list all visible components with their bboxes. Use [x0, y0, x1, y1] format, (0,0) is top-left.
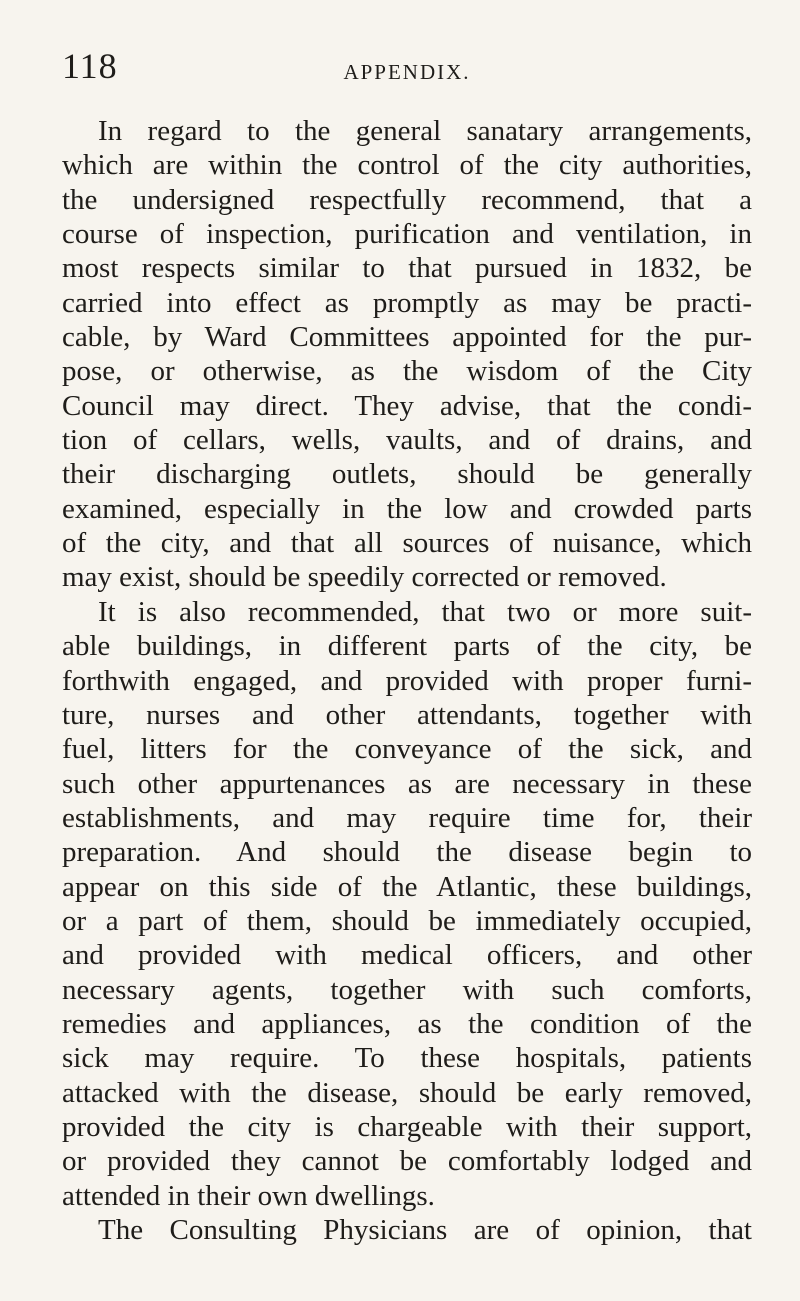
text-line: The Consulting Physicians are of opinion, that: [98, 1214, 752, 1246]
text-line: attacked with the disease, should be early removed,: [62, 1076, 752, 1109]
text-line: In regard to the general sanatary arrangements,: [98, 115, 752, 147]
text-line: may exist, should be speedily corrected or removed.: [62, 561, 667, 594]
text-line: of the city, and that all sources of nuisance, which: [62, 527, 752, 560]
running-head: APPENDIX.: [343, 60, 471, 84]
text-line: such other appurtenances as are necessary in these: [62, 767, 752, 800]
text-line: fuel, litters for the conveyance of the sick, and: [62, 733, 752, 766]
text-line: or provided they cannot be comfortably lodged and: [62, 1145, 752, 1178]
text-line: carried into effect as promptly as may be practi-: [62, 286, 752, 319]
text-line: or a part of them, should be immediately occupied,: [62, 904, 752, 937]
text-line: course of inspection, purification and ventilation, in: [62, 218, 752, 251]
text-line: establishments, and may require time for, their: [62, 801, 752, 834]
text-line: most respects similar to that pursued in 1832, be: [62, 252, 752, 285]
text-line: provided the city is chargeable with their support,: [62, 1110, 752, 1143]
text-line: Council may direct. They advise, that the condi-: [62, 389, 752, 422]
text-line: forthwith engaged, and provided with proper furni-: [62, 664, 752, 697]
text-line: sick may require. To these hospitals, patients: [62, 1042, 752, 1075]
text-line: the undersigned respectfully recommend, that a: [62, 183, 752, 216]
text-line: which are within the control of the city authorities,: [62, 149, 752, 182]
text-line: able buildings, in different parts of the city, be: [62, 630, 752, 663]
text-line: ture, nurses and other attendants, together with: [62, 698, 752, 731]
text-line: pose, or otherwise, as the wisdom of the City: [62, 355, 752, 388]
text-line: It is also recommended, that two or more suit-: [98, 595, 752, 628]
text-line: necessary agents, together with such comforts,: [62, 973, 752, 1006]
text-line: and provided with medical officers, and other: [62, 939, 752, 972]
page-number: 118: [62, 46, 118, 86]
text-line: cable, by Ward Committees appointed for the pur-: [62, 321, 752, 354]
text-line: appear on this side of the Atlantic, these buildings,: [62, 870, 752, 903]
text-line: attended in their own dwellings.: [62, 1179, 435, 1212]
text-line: examined, especially in the low and crowded parts: [62, 492, 752, 525]
text-line: remedies and appliances, as the condition of the: [62, 1007, 752, 1040]
text-line: preparation. And should the disease begin to: [62, 836, 752, 869]
text-line: tion of cellars, wells, vaults, and of drains, and: [62, 424, 752, 457]
text-line: their discharging outlets, should be generally: [62, 458, 752, 491]
body-text: [62, 114, 752, 1247]
page-header: [62, 44, 752, 94]
